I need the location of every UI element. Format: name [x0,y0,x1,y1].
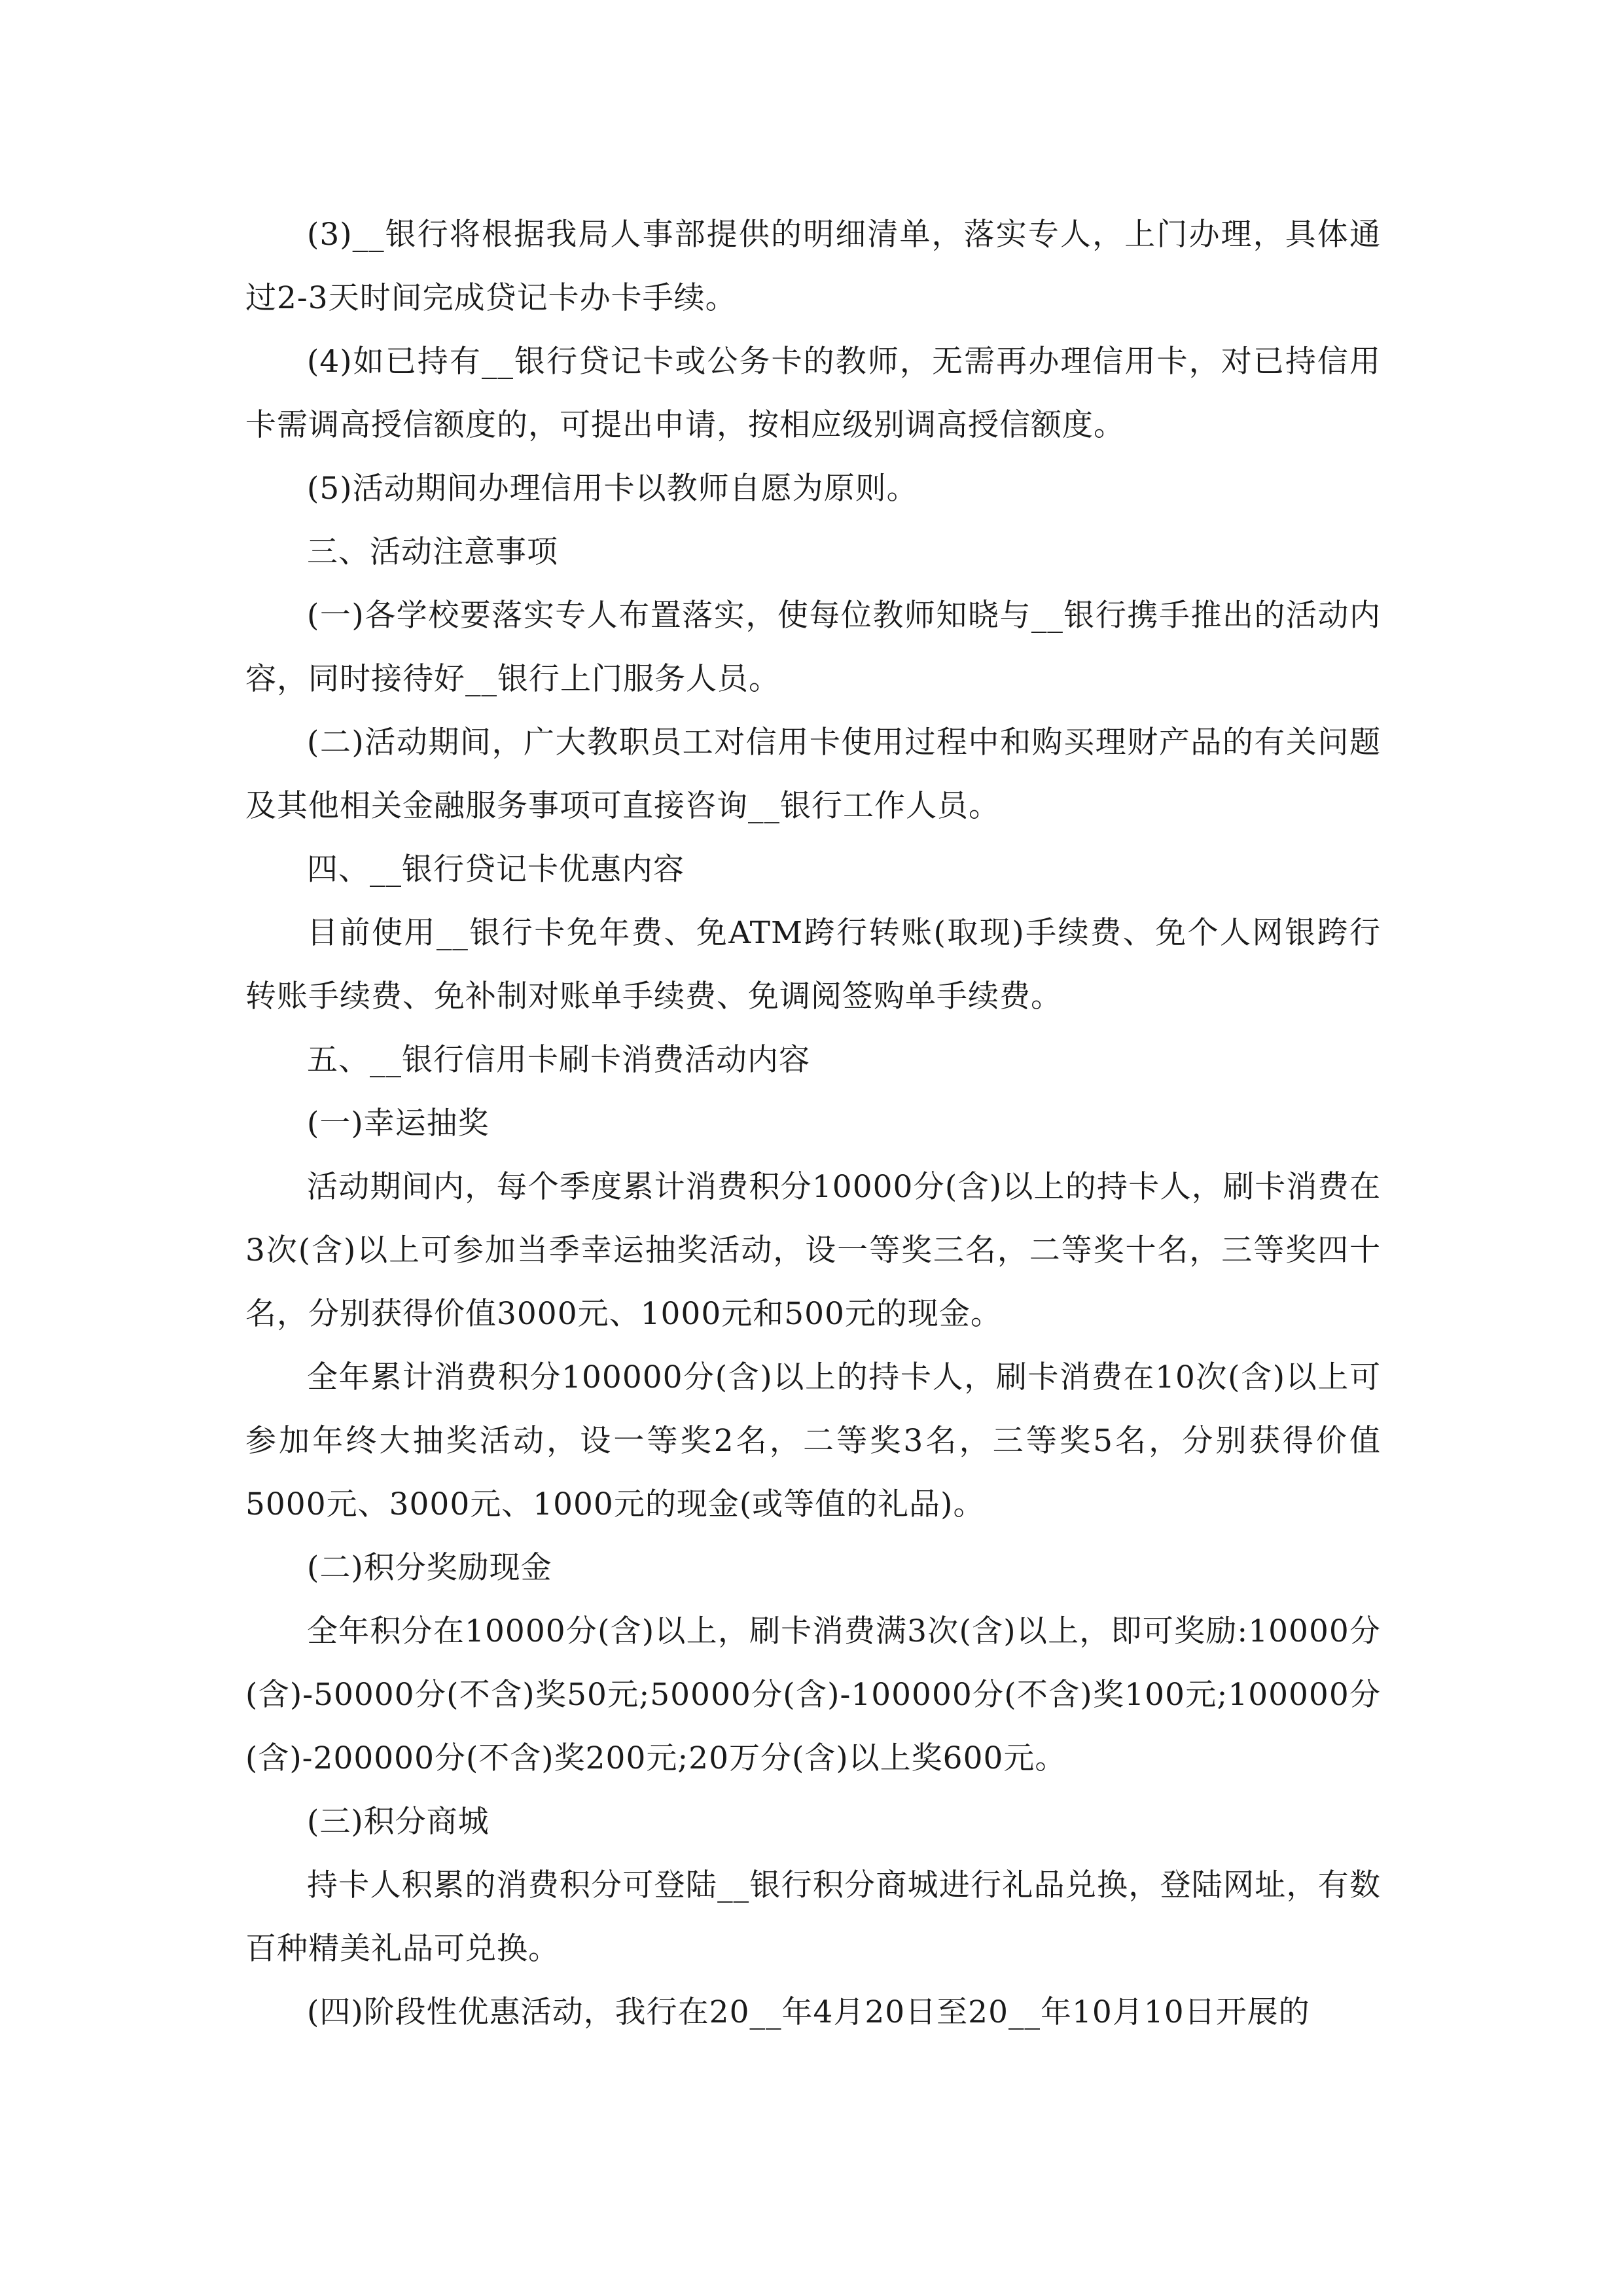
document-body [245,203,1381,2044]
paragraph-item-3: (3)__银行将根据我局人事部提供的明细清单，落实专人，上门办理，具体通过2-3天时间完成贷记卡办卡手续。 [245,217,1381,316]
paragraph-points-cash: 全年积分在10000分(含)以上，刷卡消费满3次(含)以上，即可奖励:10000分(含)-50000分(不含)奖50元;50000分(含)-100000分(不含)奖100元;100000分(含)-200000分(不含)奖200元;20万分(含)以上奖600元。 [245,1613,1381,1776]
paragraph-item-4: (4)如已持有__银行贷记卡或公务卡的教师，无需再办理信用卡，对已持信用卡需调高授信额度的，可提出申请，按相应级别调高授信额度。 [245,344,1381,443]
paragraph-annual-draw: 全年累计消费积分100000分(含)以上的持卡人，刷卡消费在10次(含)以上可参加年终大抽奖活动，设一等奖2名，二等奖3名，三等奖5名，分别获得价值5000元、3000元、1000元的现金(或等值的礼品)。 [245,1359,1381,1522]
subheading-points-mall: (三)积分商城 [307,1804,490,1840]
paragraph-item-5: (5)活动期间办理信用卡以教师自愿为原则。 [307,471,918,507]
subheading-points-cash: (二)积分奖励现金 [307,1550,552,1586]
paragraph-notice-2: (二)活动期间，广大教职员工对信用卡使用过程中和购买理财产品的有关问题及其他相关金融服务事项可直接咨询__银行工作人员。 [245,725,1381,824]
section-heading-3: 三、活动注意事项 [307,534,558,570]
subheading-lucky-draw: (一)幸运抽奖 [307,1105,490,1141]
section-heading-5: 五、__银行信用卡刷卡消费活动内容 [307,1042,810,1078]
paragraph-quarterly-draw: 活动期间内，每个季度累计消费积分10000分(含)以上的持卡人，刷卡消费在3次(含)以上可参加当季幸运抽奖活动，设一等奖三名，二等奖十名，三等奖四十名，分别获得价值3000元、1000元和500元的现金。 [245,1169,1381,1332]
paragraph-notice-1: (一)各学校要落实专人布置落实，使每位教师知晓与__银行携手推出的活动内容，同时接待好__银行上门服务人员。 [245,598,1381,697]
paragraph-debit-card-benefits: 目前使用__银行卡免年费、免ATM跨行转账(取现)手续费、免个人网银跨行转账手续费、免补制对账单手续费、免调阅签购单手续费。 [245,915,1381,1014]
paragraph-stage-promotion: (四)阶段性优惠活动，我行在20__年4月20日至20__年10月10日开展的 [307,1994,1310,2030]
section-heading-4: 四、__银行贷记卡优惠内容 [307,852,685,888]
paragraph-points-mall: 持卡人积累的消费积分可登陆__银行积分商城进行礼品兑换，登陆网址，有数百种精美礼品可兑换。 [245,1867,1381,1967]
